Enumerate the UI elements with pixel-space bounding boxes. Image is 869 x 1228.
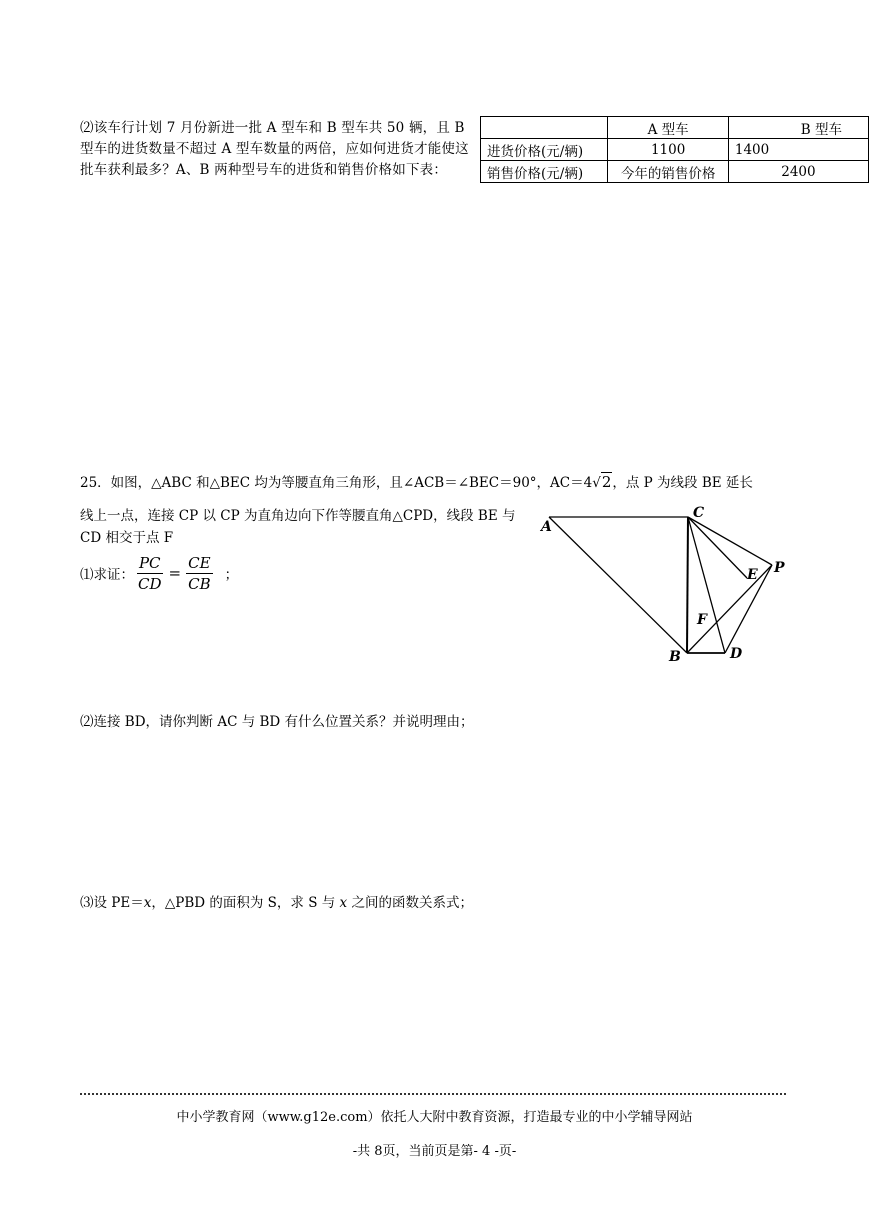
q24-part2-text: ⑵该车行计划 7 月份新进一批 A 型车和 B 型车共 50 辆，且 B 型车的进货数量不超过 A 型车数量的两倍，应如何进货才能使这批车获利最多？A、B 两种型号车的进货和销售价格如下表： <box>80 120 469 178</box>
q25-text-a: 25．如图，△ABC 和△BEC 均为等腰直角三角形，且∠ACB＝∠BEC＝90°，AC＝4 <box>80 475 593 491</box>
fraction-ce-cb <box>186 553 213 594</box>
table-cell: A 型车 <box>608 117 728 139</box>
footer-page-number: -共 8页，当前页是第- 4 -页- <box>352 1144 517 1159</box>
table-cell: 2400 <box>728 161 868 183</box>
sqrt-radicand: 2 <box>601 473 612 491</box>
fraction-denominator: CD <box>138 574 162 593</box>
table-row <box>481 139 869 161</box>
part1-suffix: ； <box>224 567 239 583</box>
segment-cb <box>687 517 688 653</box>
equals-sign: = <box>168 564 182 582</box>
fraction-numerator: PC <box>138 553 161 572</box>
part3-text-b: ，△PBD 的面积为 S，求 S 与 <box>151 895 340 911</box>
segment-ab <box>549 517 687 653</box>
table-cell <box>481 117 608 139</box>
label-p: P <box>774 560 785 576</box>
label-c: C <box>693 505 705 521</box>
table-cell: 销售价格(元/辆) <box>481 161 608 183</box>
part3-text-c: 之间的函数关系式； <box>347 895 473 911</box>
label-b: B <box>669 649 681 665</box>
table-row <box>481 161 869 183</box>
q25-part1 <box>80 548 238 598</box>
fraction-pc-cd <box>136 553 164 594</box>
fraction-denominator: CB <box>188 574 211 593</box>
table-cell: 今年的销售价格 <box>608 161 728 183</box>
label-d: D <box>730 646 743 662</box>
segment-bp <box>687 565 772 653</box>
q25-text-b: ，点 P 为线段 BE 延长 <box>612 475 753 491</box>
footer-site-line: 中小学教育网（www.g12e.com）依托人大附中教育资源，打造最专业的中小学辅导网站 <box>176 1110 693 1125</box>
part3-text-a: ⑶设 PE＝ <box>80 895 144 911</box>
sqrt-symbol: √2 <box>592 473 612 491</box>
label-a: A <box>541 519 552 535</box>
label-f: F <box>697 612 707 628</box>
variable-x: x <box>143 895 152 911</box>
q25-statement-line1 <box>80 472 800 493</box>
table-cell: 进货价格(元/辆) <box>481 139 608 161</box>
fraction-numerator: CE <box>188 553 211 572</box>
table-cell: B 型车 <box>728 117 868 139</box>
part1-prefix: ⑴求证： <box>80 567 134 583</box>
table-cell: 1400 <box>728 139 868 161</box>
table-cell: 1100 <box>608 139 728 161</box>
q25-statement-line2: 线上一点，连接 CP 以 CP 为直角边向下作等腰直角△CPD，线段 BE 与 CD 相交于点 F <box>80 508 516 546</box>
q25-part3 <box>80 891 473 911</box>
variable-x: x <box>339 895 348 911</box>
label-e: E <box>747 567 758 583</box>
segment-cp <box>688 517 772 565</box>
geometry-figure <box>535 505 795 670</box>
table-header-row <box>481 117 869 139</box>
footer-divider <box>80 1093 786 1095</box>
price-table <box>480 116 869 183</box>
q25-part2: ⑵连接 BD，请你判断 AC 与 BD 有什么位置关系？并说明理由； <box>80 714 474 730</box>
